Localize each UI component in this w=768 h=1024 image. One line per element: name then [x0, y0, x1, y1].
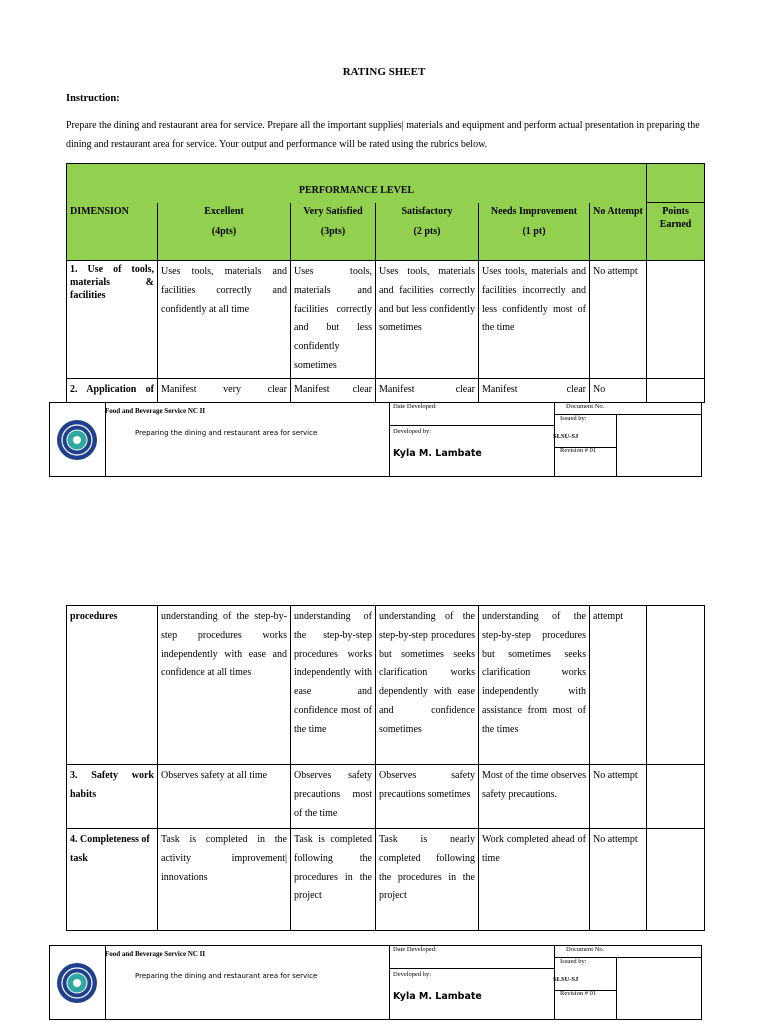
footer-course: Food and Beverage Service NC II	[105, 950, 206, 958]
header-satisfactory-pts: (2 pts)	[413, 225, 441, 237]
school-seal-icon	[56, 419, 98, 461]
footer-course: Food and Beverage Service NC II	[105, 407, 206, 415]
school-seal-icon	[56, 962, 98, 1004]
row3-needs-improvement: Most of the time observes safety precautions.	[482, 770, 586, 800]
row2-satisfactory-part2: understanding of the step-by-step procedures but sometimes seeks clarification works dependently with ease and confidence sometimes	[379, 611, 475, 735]
row4-points-earned-cell	[647, 829, 705, 931]
rating-table-continued	[66, 605, 705, 931]
row3-satisfactory: Observes safety precautions sometimes	[379, 770, 475, 800]
header-needs-improvement-pts: (1 pt)	[522, 225, 546, 237]
header-very-satisfied-pts: (3pts)	[320, 225, 346, 237]
row2-no-attempt-part2: attempt	[593, 611, 623, 622]
table-row	[67, 765, 705, 829]
row1-dimension: 1. Use of tools, materials & facilities	[70, 264, 154, 301]
row1-very-satisfied: Uses tools, materials and facilities correctly and but less confidently sometimes	[294, 266, 372, 371]
footer-author: Kyla M. Lambate	[393, 448, 482, 459]
row2-needs-improvement-part2: understanding of the step-by-step procedures but sometimes seeks clarification works independently with assistance from most of the times	[482, 611, 586, 735]
header-excellent-pts: (4pts)	[211, 225, 237, 237]
footer-developed-by-label: Developed by:	[393, 971, 432, 978]
row2-excellent-part2: understanding of the step-by-step procedures works independently with ease and confidence at all times	[161, 611, 287, 679]
row3-no-attempt: No attempt	[593, 770, 638, 781]
footer-revision: Revision # 01	[560, 447, 597, 454]
row2-no-attempt-part1: No	[593, 383, 606, 395]
row4-no-attempt: No attempt	[593, 834, 638, 845]
footer-revision: Revision # 01	[560, 990, 597, 997]
row3-very-satisfied: Observes safety precautions most of the time	[294, 770, 372, 819]
page-title: RATING SHEET	[342, 66, 426, 78]
row3-points-earned-cell	[647, 765, 705, 829]
row2-satisfactory-part1: Manifest clear	[379, 383, 475, 395]
row2-dimension-part2: procedures	[70, 611, 118, 622]
header-points-earned: Points Earned	[659, 206, 692, 230]
row1-needs-improvement: Uses tools, materials and facilities incorrectly and less confidently most of the time	[482, 266, 586, 334]
row4-excellent: Task is completed in the activity improvement| innovations	[161, 834, 287, 883]
row3-dimension: 3. Safety work habits	[70, 770, 154, 800]
row4-dimension: 4. Completeness of task	[70, 834, 150, 864]
footer-topic: Preparing the dining and restaurant area for service	[135, 429, 318, 437]
footer-issued-by-label: Issued by:	[560, 415, 587, 422]
table-row	[67, 829, 705, 931]
row2-very-satisfied-part2: understanding of the step-by-step procedures works independently with ease and confidence most of the time	[294, 611, 372, 735]
row4-very-satisfied: Task is completed following the procedures in the project	[294, 834, 372, 902]
table-header-row	[67, 203, 705, 261]
footer-developed-by-label: Developed by:	[393, 428, 432, 435]
header-excellent: Excellent	[204, 205, 244, 217]
footer-topic: Preparing the dining and restaurant area for service	[135, 972, 318, 980]
row4-needs-improvement: Work completed ahead of time	[482, 834, 586, 864]
footer-author: Kyla M. Lambate	[393, 991, 482, 1002]
footer-date-developed-label: Date Developed:	[393, 403, 437, 410]
row2-very-satisfied-part1: Manifest clear	[294, 383, 372, 395]
row2-dimension-part1: 2. Application of	[70, 383, 154, 395]
row4-satisfactory: Task is nearly completed following the procedures in the project	[379, 834, 475, 902]
header-satisfactory: Satisfactory	[401, 205, 453, 217]
performance-level-heading: PERFORMANCE LEVEL	[298, 184, 415, 196]
header-no-attempt: No Attempt	[593, 205, 643, 217]
footer-issuer: SLSU-SJ	[553, 433, 579, 440]
row3-excellent: Observes safety at all time	[161, 770, 268, 781]
table-row	[67, 261, 705, 379]
footer-document-no-label: Document No.	[566, 403, 605, 410]
row2-needs-improvement-part1: Manifest clear	[482, 383, 586, 395]
rating-table	[66, 163, 705, 403]
document-footer	[49, 402, 702, 477]
footer-date-developed-label: Date Developed:	[393, 946, 437, 953]
row1-satisfactory: Uses tools, materials and facilities correctly and but less confidently sometimes	[379, 266, 475, 334]
table-row	[67, 606, 705, 765]
document-footer-page2	[49, 945, 702, 1020]
header-dimension: DIMENSION	[70, 205, 129, 217]
header-very-satisfied: Very Satisfied	[303, 205, 363, 217]
instruction-text: Prepare the dining and restaurant area for service. Prepare all the important supplies| materials and equipment and perform actual presentation in preparing the dining and restaurant area for service. Your output and performance will be rated using the rubrics below.	[66, 120, 700, 150]
instruction-label: Instruction:	[66, 93, 120, 104]
table-row	[67, 378, 705, 402]
row1-points-earned-cell	[647, 261, 705, 379]
footer-issued-by-label: Issued by:	[560, 958, 587, 965]
row2-points-earned-cell-continued	[647, 606, 705, 765]
row1-excellent: Uses tools, materials and facilities correctly and confidently at all time	[161, 266, 287, 315]
row2-excellent-part1: Manifest very clear	[161, 383, 287, 395]
row2-points-earned-cell	[647, 378, 705, 402]
row1-no-attempt: No attempt	[593, 266, 638, 277]
header-needs-improvement: Needs Improvement	[490, 205, 578, 217]
footer-issuer: SLSU-SJ	[553, 976, 579, 983]
footer-document-no-label: Document No.	[566, 946, 605, 953]
